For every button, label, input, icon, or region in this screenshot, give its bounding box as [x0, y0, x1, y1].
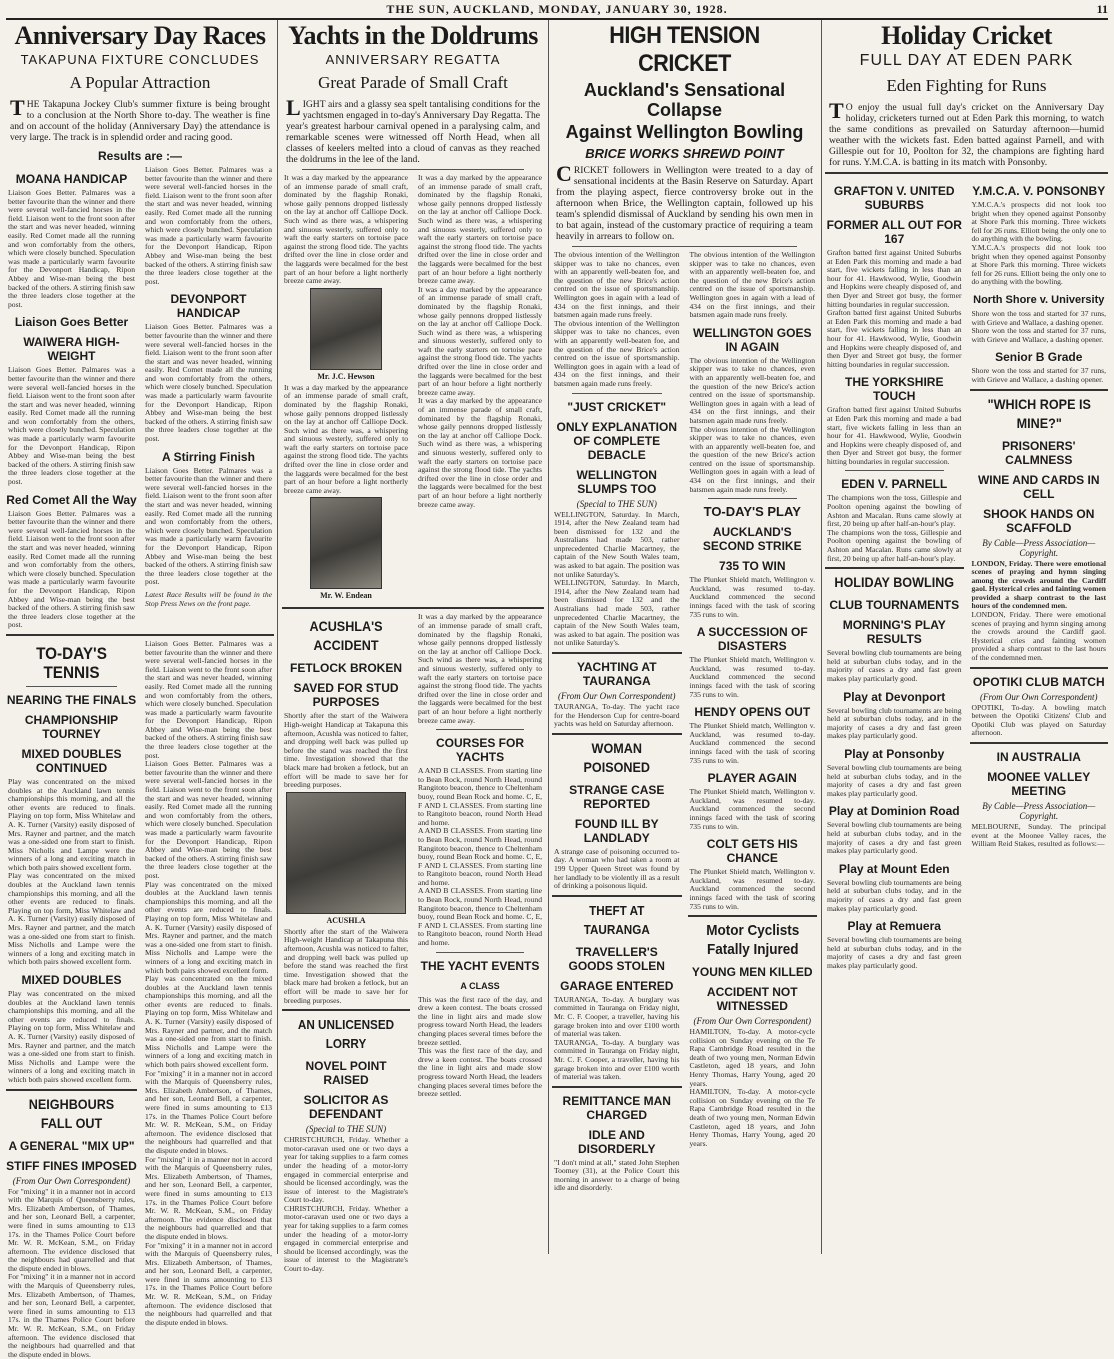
headline-yachting-tauranga: YACHTING AT TAURANGA — [576, 660, 657, 688]
play-body: The Plunket Shield match, Wellington v. Auckland, was resumed to-day. Auckland commenced the second innings faced with the task of scoring 735 runs to win. — [689, 575, 815, 619]
race-body: Liaison Goes Better. Palmares was a better favourite than the winner and there were several well-fancied horses in the field. Liaison went to the front soon after the start and was never headed, winning easily. Red Comet made all the running and won comfortably from the others, which were closely bunched. Speculation was made a particularly warm favourite for the Devonport Handicap, Ripon Abbey and Wise-man being the best backed of the others. A stirring finish saw the three leaders close together at the post. — [8, 365, 135, 487]
holiday-cricket-body — [825, 178, 1108, 970]
grafton-head: GRAFTON V. UNITED SUBURBS — [833, 184, 955, 212]
race-title: DEVONPORT HANDICAP — [170, 292, 247, 321]
neighbours-credit: (From Our Own Correspondent) — [12, 1175, 131, 1186]
yorkshire-touch: THE YORKSHIRE TOUCH — [845, 375, 944, 404]
to-win: 735 TO WIN — [719, 559, 786, 574]
theft-sub: TRAVELLER'S GOODS STOLEN — [568, 944, 665, 973]
divider — [282, 607, 544, 609]
page-number: 11 — [1096, 1, 1108, 16]
yachts-body-text: It was a day marked by the appearance of an immense parade of small craft, dominated by the flagship Ronaki, whose gaily pennons dropped listlessly on the lay at anchor off Calliope Dock. Such wind as there was, a whispering and sinuous westerly, suffered only to waft the early starters on tortoise pace against the strong flood tide. The yachts drifted over the line in close order and the laggards were becalmed for the best part of an hour before a light northerly breeze came away. — [418, 284, 542, 397]
remittance-sub: IDLE AND DISORDERLY — [577, 1127, 656, 1156]
divider — [26, 686, 117, 687]
slumps-body: WELLINGTON, Saturday. In March, 1914, after the New Zealand team had been dismissed for 132 and the Australians had made 503, rather unprecedented Charlie Macartney, the captain of the New South Wales team, was asked to bat again. The position was not unlike Saturday's. — [554, 509, 680, 579]
yachts-body-text: It was a day marked by the appearance of an immense parade of small craft, dominated by the flagship Ronaki, whose gaily pennons dropped listlessly on the lay at anchor off Calliope Dock. Such wind as there was, a whispering and sinuous westerly, suffered only to waft the early starters on tortoise pace against the strong flood tide. The yachts drifted over the line in close order and the laggards were becalmed for the best part of an hour before a light northerly breeze came away. — [418, 396, 542, 509]
rope-credit: By Cable—Press Association—Copyright. — [982, 537, 1096, 558]
race-body: Liaison Goes Better. Palmares was a better favourite than the winner and there were several well-fancied horses in the field. Liaison went to the front soon after the start and was never headed, winning easily. Red Comet made all the running and won comfortably from the others, which were closely bunched. Speculation was made a particularly warm favourite for the Devonport Handicap, Ripon Abbey and Wise-man being the best backed of the others. A stirring finish saw the three leaders close together at the post. — [145, 465, 272, 587]
north-body: Shore won the toss and started for 37 runs, with Grieve and Wallace, a dashing opener. — [971, 326, 1106, 344]
divider — [302, 169, 524, 170]
headline-motor-cyclists: Motor Cyclists Fatally Injured — [705, 922, 799, 959]
lede-cricket: CRICKET followers in Wellington were treated to a day of sensational incidents at the Basin Reserve on Saturday. Apart from the playing aspect, fierce controversy broke out in the afternoon when Brice, the Wellington captain, followed up his team's splendid dismissal of Auckland by sending his own men in to bat again, instead of the customary practice of requiring a team heavily in arrears to follow on. — [556, 161, 813, 242]
grafton-body: Grafton batted first against United Suburbs at Eden Park this morning and made a bad start, five wickets falling in less than an hour for 41. Hawkwood, Wylie, Goodwin and Hopkins were cheaply disposed of, and then Dyer and Street got busy, the former hitting boundaries in regular succession. — [827, 405, 962, 466]
rope-sub3: SHOOK HANDS ON SCAFFOLD — [983, 506, 1095, 535]
acushla-body: Shortly after the start of the Waiwera High-weight Handicap at Takapuna this afternoon, Acushla was noticed to falter, and dropping well back was pulled up before the stand was reached the first time. Investigation showed that the black mare had broken a fetlock, but an effort will be made to save her for breeding purposes. — [284, 926, 408, 1005]
going-in-again: WELLINGTON GOES IN AGAIN — [693, 325, 812, 354]
play-body: The Plunket Shield match, Wellington v. Auckland, was resumed to-day. Auckland commenced the second innings faced with the task of scoring 735 runs to win. — [689, 721, 815, 765]
column-rule — [548, 20, 549, 1254]
remittance-body: "I don't mind at all," stated John Stephen Toomey (31), at the Police Court this morning in answer to a charge of being idle and disorderly. — [554, 1157, 680, 1193]
divider — [6, 634, 274, 636]
column-rule — [277, 20, 278, 1254]
lorry-credit: (Special to THE SUN) — [305, 1124, 387, 1135]
yachts-body-text: It was a day marked by the appearance of an immense parade of small craft, dominated by the flagship Ronaki, whose gaily pennons dropped listlessly on the lay at anchor off Calliope Dock. Such wind as there was, a whispering and sinuous westerly, suffered only to waft the early starters on tortoise pace against the strong flood tide. The yachts drifted over the line in close order and the laggards were becalmed for the best part of an hour before a light northerly breeze came away. — [284, 173, 408, 286]
headline-tennis: TO-DAY'S TENNIS — [36, 643, 107, 682]
subhead-cricket: BRICE WORKS SHREWD POINT — [585, 146, 784, 161]
eden-body: The champions won the toss, Gillespie and Poolton opening against the bowling of Ashton and Macalan. Runs came slowly at first, 20 being up after half-an-hour's play. — [827, 493, 962, 529]
portrait-photo — [310, 497, 382, 589]
player-again: PLAYER AGAIN — [707, 771, 797, 786]
cricket-body — [552, 251, 817, 1193]
bowling-body: Several bowling club tournaments are being held at suburban clubs today, and in the majority of cases a dry and fast green makes play particularly good. — [827, 705, 962, 741]
bowling-sub2: MORNING'S PLAY RESULTS — [842, 618, 946, 647]
race-subhead: Red Comet All the Way — [6, 492, 137, 507]
kicker-races: TAKAPUNA FIXTURE CONCLUDES — [20, 52, 260, 67]
headline-yacht-events: THE YACHT EVENTS — [420, 958, 540, 973]
headline-theft: THEFT AT TAURANGA — [583, 902, 650, 937]
yachts-lower — [282, 613, 544, 1273]
bowling-body: Several bowling club tournaments are being held at suburban clubs today, and in the majority of cases a dry and fast green makes play particularly good. — [827, 877, 962, 913]
race-body: Liaison Goes Better. Palmares was a better favourite than the winner and there were several well-fancied horses in the field. Liaison went to the front soon after the start and was never headed, winning easily. Red Comet made all the running and won comfortably from the others, which were closely bunched. Speculation was made a particularly warm favourite for the Devonport Handicap, Ripon Abbey and Wise-man being the best backed of the others. A stirring finish saw the three leaders close together at the post. — [145, 322, 272, 444]
column-cricket — [552, 20, 817, 1254]
race-results — [6, 166, 274, 630]
cricket-body-text: The obvious intention of the Wellington skipper was to take no chances, even with an apparently well-beaten foe, and the question of the new Brice's action centred on the issue of sportsmanship. Wellington goes in again with a lead of 434 on the first innings, and their batsmen again made runs freely. — [554, 318, 680, 388]
lorry-body: CHRISTCHURCH, Friday. Whether a motor-caravan used one or two days a year for taking supplies to a farm comes under the heading of a motor-lorry engaged in commercial enterprise and should be licensed accordingly, was the issue of interest to the Magistrate's Court to-day. — [284, 1135, 408, 1205]
photo-caption: Mr. W. Endean — [320, 591, 372, 601]
rope-sub2: WINE AND CARDS IN CELL — [977, 472, 1100, 501]
headline-courses: COURSES FOR YACHTS — [435, 736, 524, 765]
yachting-credit: (From Our Own Correspondent) — [557, 691, 676, 701]
divider — [6, 1089, 137, 1091]
motor-sub: YOUNG MEN KILLED — [691, 965, 813, 980]
australia-credit: By Cable—Press Association—Copyright. — [982, 801, 1096, 821]
divider — [552, 733, 682, 735]
divider — [970, 389, 1109, 391]
yachting-body: TAURANGA, To-day. The yacht race for the Henderson Cup for centre-board yachts was held on Saturday afternoon. — [554, 702, 680, 729]
neighbours-body: For "mixing" it in a manner not in accord with the Marquis of Queensberry rules, Mrs. Elizabeth Ambertson, of Thames, and her son, Leonard Bell, a carpenter, were fined in sums amounting to £13 17s. in the Thames Police Court before Mr. W. R. McKean, S.M., on Friday afternoon. The evidence disclosed that the neighbours had quarrelled and that the dispute ended in blows. — [8, 1272, 135, 1359]
play-body: The Plunket Shield match, Wellington v. Auckland, was resumed to-day. Auckland commenced the second innings faced with the task of scoring 735 runs to win. — [689, 867, 815, 911]
lorry-sub2: SOLICITOR AS DEFENDANT — [303, 1093, 389, 1122]
lede-holiday-cricket: TO enjoy the usual full day's cricket on the Anniversary Day holiday, cricketers turned out at Eden Park this morning, to watch the same conditions as prevailed on Saturday afternoon—humid weather with the wickets fast. Eden batted against Parnell, and with Gillespie out for 10, Poolton for 32, the champions are fighting hard for runs. Y.M.C.A. is batting in its match with Ponsonby. — [829, 98, 1104, 168]
neighbours-body: For "mixing" it in a manner not in accord with the Marquis of Queensberry rules, Mrs. Elizabeth Ambertson, of Thames, and her son, Leonard Bell, a carpenter, were fined in sums amounting to £13 17s. in the Thames Police Court before Mr. W. R. McKean, S.M., on Friday afternoon. The evidence disclosed that the neighbours had quarrelled and that the dispute ended in blows. — [145, 1068, 272, 1155]
play-dominion-road: Play at Dominion Road — [828, 804, 960, 819]
lower-section — [6, 640, 274, 1359]
senior-b: Senior B Grade — [995, 350, 1083, 365]
slumps-body: WELLINGTON, Saturday. In March, 1914, after the New Zealand team had been dismissed for 132 and the Australians had made 503, rather unprecedented Charlie Macartney, the captain of the New South Wales team, was asked to bat again. The position was not unlike Saturday's. — [554, 578, 680, 648]
acushla-sub2: SAVED FOR STUD PURPOSES — [293, 681, 399, 710]
colt-chance: COLT GETS HIS CHANCE — [706, 837, 798, 866]
second-strike: AUCKLAND'S SECOND STRIKE — [702, 525, 802, 554]
photo-caption: Mr. J.C. Hewson — [317, 371, 375, 381]
kicker-holiday-cricket: FULL DAY AT EDEN PARK — [859, 52, 1074, 69]
bowling-sub: CLUB TOURNAMENTS — [829, 598, 960, 613]
headline-lorry: AN UNLICENSED LORRY — [297, 1017, 395, 1052]
neighbours-body: For "mixing" it in a manner not in accord with the Marquis of Queensberry rules, Mrs. Elizabeth Ambertson, of Thames, and her son, Leonard Bell, a carpenter, were fined in sums amounting to £13 17s. in the Thames Police Court before Mr. W. R. McKean, S.M., on Friday afternoon. The evidence disclosed that the neighbours had quarrelled and that the dispute ended in blows. — [8, 1186, 135, 1273]
yachts-body-text: It was a day marked by the appearance of an immense parade of small craft, dominated by the flagship Ronaki, whose gaily pennons dropped listlessly on the lay at anchor off Calliope Dock. Such wind as there was, a whispering and sinuous westerly, suffered only to waft the early starters on tortoise pace against the strong flood tide. The yachts drifted over the line in close order and the laggards were becalmed for the best part of an hour before a light northerly breeze came away. — [418, 173, 542, 286]
disasters: A SUCCESSION OF DISASTERS — [696, 625, 808, 654]
neighbours-body: For "mixing" it in a manner not in accord with the Marquis of Queensberry rules, Mrs. Elizabeth Ambertson, of Thames, and her son, Leonard Bell, a carpenter, were fined in sums amounting to £13 17s. in the Thames Police Court before Mr. W. R. McKean, S.M., on Friday afternoon. The evidence disclosed that the neighbours had quarrelled and that the dispute ended in blows. — [145, 1240, 272, 1327]
theft-sub2: GARAGE ENTERED — [560, 978, 674, 993]
courses-body: A AND B CLASSES. From starting line to Bean Rock, round North Head, round Rangitoto beacon, thence to Cheltenham buoy, round Bean Rock and home. C, E, F AND L CLASSES. From starting line to Rangitoto beacon, round North Head and home. — [418, 886, 542, 948]
divider — [970, 742, 1109, 744]
courses-body: A AND B CLASSES. From starting line to Bean Rock, round North Head, round Rangitoto beacon, thence to Cheltenham buoy, round Bean Rock and home. C, E, F AND L CLASSES. From starting line to Rangitoto beacon, round North Head and home. — [418, 826, 542, 887]
divider — [825, 172, 1108, 174]
headline-australia: IN AUSTRALIA — [996, 750, 1081, 764]
masthead-dateline: THE SUN, AUCKLAND, MONDAY, JANUARY 30, 1928. — [386, 1, 728, 16]
woman-sub2: FOUND ILL BY LANDLADY — [574, 816, 659, 845]
race-body: Liaison Goes Better. Palmares was a better favourite than the winner and there were several well-fancied horses in the field. Liaison went to the front soon after the start and was never headed, winning easily. Red Comet made all the running and won comfortably from the others, which were closely bunched. Speculation was made a particularly warm favourite for the Devonport Handicap, Ripon Abbey and Wise-man being the best backed of the others. A stirring finish saw the three leaders close together at the post. — [145, 759, 272, 880]
hendy: HENDY OPENS OUT — [694, 705, 811, 720]
divider — [708, 498, 798, 499]
yachts-body-text: It was a day marked by the appearance of an immense parade of small craft, dominated by the flagship Ronaki, whose gaily pennons dropped listlessly on the lay at anchor off Calliope Dock. Such wind as there was, a whispering and sinuous westerly, suffered only to waft the early starters on tortoise pace against the strong flood tide. The yachts drifted over the line in close order and the laggards were becalmed for the best part of an hour before a light northerly breeze came away. — [284, 382, 408, 495]
bowling-body: Several bowling club tournaments are being held at suburban clubs today, and in the majority of cases a dry and fast green makes play particularly good. — [827, 935, 962, 970]
opotiki-credit: (From Our Own Correspondent) — [979, 691, 1098, 702]
yachts-body-text: It was a day marked by the appearance of an immense parade of small craft, dominated by the flagship Ronaki, whose gaily pennons dropped listlessly on the lay at anchor off Calliope Dock. Such wind as there was, a whispering and sinuous westerly, suffered only to waft the early starters on tortoise pace against the strong flood tide. The yachts drifted over the line in close order and the laggards were becalmed for the best part of an hour before a light northerly breeze came away. — [418, 612, 542, 725]
grafton-body: Grafton batted first against United Suburbs at Eden Park this morning and made a bad start, five wickets falling in less than an hour for 41. Hawkwood, Wylie, Goodwin and Hopkins were cheaply disposed of, and then Dyer and Street got busy, the former hitting boundaries in regular succession. — [827, 248, 962, 309]
divider — [688, 915, 818, 917]
race-body: Liaison Goes Better. Palmares was a better favourite than the winner and there were several well-fancied horses in the field. Liaison went to the front soon after the start and was never headed, winning easily. Red Comet made all the running and won comfortably from the others, which were closely bunched. Speculation was made a particularly warm favourite for the Devonport Handicap, Ripon Abbey and Wise-man being the best backed of the others. A stirring finish saw the three leaders close together at the post. — [8, 508, 135, 630]
tennis-sub: NEARING THE FINALS — [6, 692, 137, 707]
north-shore-head: North Shore v. University — [973, 293, 1105, 306]
neighbours-sub2: STIFF FINES IMPOSED — [6, 1158, 137, 1173]
play-remuera: Play at Remuera — [847, 919, 941, 934]
north-body: Shore won the toss and started for 37 runs, with Grieve and Wallace, a dashing opener. — [971, 308, 1106, 327]
headline-neighbours: NEIGHBOURS FALL OUT — [28, 1095, 115, 1131]
motor-sub2: ACCIDENT NOT WITNESSED — [706, 985, 798, 1014]
slumps-head: WELLINGTON SLUMPS TOO — [576, 467, 657, 496]
race-body: Liaison Goes Better. Palmares was a better favourite than the winner and there were several well-fancied horses in the field. Liaison went to the front soon after the start and was never headed, winning easily. Red Comet made all the running and won comfortably from the others, which were closely bunched. Speculation was made a particularly warm favourite for the Devonport Handicap, Ripon Abbey and Wise-man being the best backed of the others. A stirring finish saw the three leaders close together at the post. — [145, 638, 272, 760]
play-body: The Plunket Shield match, Wellington v. Auckland, was resumed to-day. Auckland commenced the second innings faced with the task of scoring 735 runs to win. — [689, 655, 815, 699]
photo-caption: ACUSHLA — [326, 915, 366, 925]
woman-sub: STRANGE CASE REPORTED — [569, 782, 665, 811]
headline-holiday-cricket: Holiday Cricket — [881, 21, 1052, 50]
courses-body: A AND B CLASSES. From starting line to Bean Rock, round North Head, round Rangitoto beacon, thence to Cheltenham buoy, round Bean Rock and home. C, E, F AND L CLASSES. From starting line to Rangitoto beacon, round North Head and home. — [418, 766, 542, 827]
rope-sub: PRISONERS' CALMNESS — [1001, 438, 1076, 467]
opotiki-body: OPOTIKI, To-day. A bowling match between the Opotiki Citizens' Club and Opotiki Club was played on Saturday afternoon. — [971, 702, 1106, 738]
yacht-class: A CLASS — [460, 980, 500, 991]
theft-body: TAURANGA, To-day. A burglary was committed in Tauranga on Friday night, Mr. C. F. Cooper, a traveller, having his garage broken into and over £100 worth of material was taken. — [554, 994, 680, 1039]
race-subhead: A Stirring Finish — [162, 449, 255, 464]
column-holiday-cricket — [825, 20, 1108, 1254]
tennis-sub3: MIXED DOUBLES CONTINUED — [21, 746, 122, 775]
kicker-yachts: ANNIVERSARY REGATTA — [325, 52, 501, 67]
slumps-credit: (Special to THE SUN) — [576, 498, 657, 509]
divider — [970, 667, 1109, 669]
headline-remittance: REMITTANCE MAN CHARGED — [562, 1093, 671, 1122]
subhead-holiday-cricket: Eden Fighting for Runs — [886, 76, 1047, 95]
lorry-sub: NOVEL POINT RAISED — [305, 1059, 387, 1088]
headline-woman-poisoned: WOMAN POISONED — [583, 739, 651, 775]
race-body: Liaison Goes Better. Palmares was a better favourite than the winner and there were several well-fancied horses in the field. Liaison went to the front soon after the start and was never headed, winning easily. Red Comet made all the running and won comfortably from the others, which were closely bunched. Speculation was made a particularly warm favourite for the Devonport Handicap, Ripon Abbey and Wise-man being the best backed of the others. A stirring finish saw the three leaders close together at the post. — [145, 165, 272, 286]
divider — [572, 393, 662, 394]
eden-parnell: EDEN V. PARNELL — [841, 477, 948, 492]
headline-rope: "WHICH ROPE IS MINE?" — [987, 395, 1091, 431]
woman-body: A strange case of poisoning occurred to-day. A woman who had taken a room at 199 Upper Queen Street was found by her landlady to be violently ill as a result of drinking a poisonous liquid. — [554, 846, 680, 891]
yachts-body — [282, 174, 544, 603]
play-ponsonby: Play at Ponsonby — [844, 746, 945, 761]
lorry-body: CHRISTCHURCH, Friday. Whether a motor-caravan used one or two days a year for taking supplies to a farm comes under the heading of a motor-lorry engaged in commercial enterprise and should be licensed accordingly, was the issue of interest to the Magistrate's Court to-day. — [284, 1203, 408, 1274]
motor-body: HAMILTON, To-day. A motor-cycle collision on Sunday evening on the Te Rapa Cambridge Road resulted in the death of two young men, Norman Edwin Castleton, aged 18 years, and John Henry Thomas, Harry Young, aged 20 years. — [689, 1027, 815, 1088]
australia-body: MELBOURNE, Sunday. The principal event at the Moonee Valley races, the William Reid Stakes, resulted as follows:— — [971, 822, 1106, 849]
cricket-body-text: The obvious intention of the Wellington skipper was to take no chances, even with an apparently well-beaten foe, and the question of the new Brice's action centred on the issue of sportsmanship. Wellington goes in again with a lead of 434 on the first innings, and their batsmen again made runs freely. — [554, 250, 680, 320]
headline-opotiki: OPOTIKI CLUB MATCH — [972, 674, 1105, 689]
headline-bowling: HOLIDAY BOWLING — [834, 574, 955, 591]
neighbours-body: For "mixing" it in a manner not in accord with the Marquis of Queensberry rules, Mrs. Elizabeth Ambertson, of Thames, and her son, Leonard Bell, a carpenter, were fined in sums amounting to £13 17s. in the Thames Police Court before Mr. W. R. McKean, S.M., on Friday afternoon. The evidence disclosed that the neighbours had quarrelled and that the dispute ended in blows. — [145, 1154, 272, 1241]
kicker-cricket-2: Against Wellington Bowling — [565, 122, 804, 142]
headline-yachts: Yachts in the Doldrums — [288, 21, 538, 50]
tennis-body: Play was concentrated on the mixed doubles at the Auckland lawn tennis championships this morning, and all the other events are reduced to finals. Playing on top form, Miss Whitelaw and A. K. Turner (Varsity) easily disposed of Mrs. Rayner and partner, and the match was a one-sided one from start to finish. Miss Nicholls and Lampe were the winners of a long and exciting match in which both pairs showed excellent form. — [145, 879, 272, 975]
race-title: WAIWERA HIGH-WEIGHT — [23, 335, 120, 364]
neighbours-sub: A GENERAL "MIX UP" — [8, 1138, 135, 1153]
todays-play: TO-DAY'S PLAY — [703, 504, 801, 520]
headline-acushla: ACUSHLA'S ACCIDENT — [309, 618, 383, 654]
race-body: Liaison Goes Better. Palmares was a better favourite than the winner and there were several well-fancied horses in the field. Liaison went to the front soon after the start and was never headed, winning easily. Red Comet made all the running and won comfortably from the others, which were closely bunched. Speculation was made a particularly warm favourite for the Devonport Handicap, Ripon Abbey and Wise-man being the best backed of the others. A stirring finish saw the three leaders close together at the post. — [8, 188, 135, 309]
divider — [552, 895, 682, 897]
divider — [436, 729, 524, 730]
race-subhead: Liaison Goes Better — [14, 315, 129, 330]
play-mount-eden: Play at Mount Eden — [838, 861, 950, 876]
rope-body: LONDON, Friday. There were emotional scenes of praying and hymn singing among the crowds around the Cardiff gaol. Hysterical cries and fainting women provided a sharp contrast to the last hours of the condemned men. — [971, 558, 1106, 611]
yacht-events-body: This was the first race of the day, and drew a keen contest. The boats crossed the line in light airs and made slow progress toward North Head, the leaders changing places several times before the breeze settled. — [418, 994, 542, 1047]
theft-body: TAURANGA, To-day. A burglary was committed in Tauranga on Friday night, Mr. C. F. Cooper, a traveller, having his garage broken into and over £100 worth of material was taken. — [554, 1037, 680, 1082]
bowling-body: Several bowling club tournaments are being held at suburban clubs today, and in the majority of cases a dry and fast green makes play particularly good. — [827, 648, 962, 683]
column-yachts — [282, 20, 544, 1274]
play-body: The Plunket Shield match, Wellington v. Auckland, was resumed to-day. Auckland commenced the second innings faced with the task of scoring 735 runs to win. — [689, 787, 815, 831]
cricket-body-text: The obvious intention of the Wellington skipper was to take no chances, even with an apparently well-beaten foe, and the question of the new Brice's action centred on the issue of sportsmanship. Wellington goes in again with a lead of 434 on the first innings, and their batsmen again made runs freely. — [689, 355, 815, 425]
rope-body: LONDON, Friday. There were emotional scenes of praying and hymn singing among the crowds around the Cardiff gaol. Hysterical cries and fainting women provided a sharp contrast to the last hours of the condemned men. — [971, 610, 1106, 663]
divider — [436, 952, 524, 953]
grafton-sub: FORMER ALL OUT FOR 167 — [826, 218, 962, 246]
ymca-body: Y.M.C.A.'s prospects did not look too bright when they opened against Ponsonby at Shore Park this morning. Three wickets fell for 26 runs. Elliott being the only one to do anything with the bowling. — [971, 200, 1106, 244]
lede-yachts: LIGHT airs and a glassy sea spelt tantalising conditions for the yachtsmen engaged in to-day's Anniversary Day Regatta. The year's greatest harbour carnival opened in a paralysing calm, and remarkable scenes were witnessed off North Head, when all classes of keelers melted into a cloud of canvas as they reached the doldrums in the lee of the land. — [286, 95, 540, 165]
subhead-races: A Popular Attraction — [69, 73, 211, 92]
latest-results-note: Latest Race Results will be found in the Stop Press News on the front page. — [145, 589, 272, 608]
race-title: MOANA HANDICAP — [15, 172, 128, 186]
divider — [845, 470, 944, 471]
acushla-body: Shortly after the start of the Waiwera High-weight Handicap at Takapuna this afternoon, Acushla was noticed to falter, and dropping well back was pulled up before the stand was reached the first time. Investigation showed that the black mare had broken a fetlock, but an effort will be made to save her for breeding purposes. — [284, 711, 408, 790]
bowling-body: Several bowling club tournaments are being held at suburban clubs today, and in the majority of cases a dry and fast green makes play particularly good. — [827, 762, 962, 798]
tennis-body: Play was concentrated on the mixed doubles at the Auckland lawn tennis championships this morning, and all the other events are reduced to finals. Playing on top form, Miss Whitelaw and A. K. Turner (Varsity) easily disposed of Mrs. Rayner and partner, and the match was a one-sided one from start to finish. Miss Nicholls and Lampe were the winners of a long and exciting match in which both pairs showed excellent form. — [8, 989, 135, 1084]
just-cricket-sub: ONLY EXPLANATION OF COMPLETE DEBACLE — [556, 419, 677, 462]
ymca-head: Y.M.C.A. V. PONSONBY — [972, 184, 1106, 198]
divider — [552, 652, 682, 654]
yacht-events-body: This was the first race of the day, and drew a keen contest. The boats crossed the line in light airs and made slow progress toward North Head, the leaders changing places several times before the breeze settled. — [418, 1046, 542, 1099]
subhead-yachts: Great Parade of Small Craft — [318, 73, 508, 92]
motor-body: HAMILTON, To-day. A motor-cycle collision on Sunday evening on the Te Rapa Cambridge Road resulted in the death of two young men, Norman Edwin Castleton, aged 18 years, and John Henry Thomas, Harry Young, aged 20 years. — [689, 1087, 815, 1148]
north-body: Shore won the toss and started for 37 runs, with Grieve and Wallace, a dashing opener. — [971, 366, 1106, 384]
cricket-body-text: The obvious intention of the Wellington skipper was to take no chances, even with an apparently well-beaten foe, and the question of the new Brice's action centred on the issue of sportsmanship. Wellington goes in again with a lead of 434 on the first innings, and their batsmen again made runs freely. — [689, 250, 815, 320]
australia-sub: MOONEE VALLEY MEETING — [987, 770, 1091, 798]
headline-cricket: HIGH TENSION CRICKET — [609, 22, 760, 77]
divider — [825, 567, 964, 569]
column-rule — [821, 20, 822, 1254]
divider — [572, 246, 797, 247]
motor-credit: (From Our Own Correspondent) — [693, 1016, 812, 1027]
portrait-photo — [310, 288, 382, 370]
eden-body: The champions won the toss, Gillespie and Poolton opening against the bowling of Ashton and Macalan. Runs came slowly at first, 20 being up after half-an-hour's play. — [827, 527, 962, 563]
ymca-body: Y.M.C.A.'s prospects did not look too bright when they opened against Ponsonby at Shore Park this morning. Three wickets fell for 26 runs. Elliott being the only one to do anything with the bowling. — [971, 242, 1106, 287]
tennis-sub2: CHAMPIONSHIP TOURNEY — [24, 712, 119, 741]
mixed-doubles: MIXED DOUBLES — [21, 973, 122, 987]
tennis-body: Play was concentrated on the mixed doubles at the Auckland lawn tennis championships this morning, and all the other events are reduced to finals. Playing on top form, Miss Whitelaw and A. K. Turner (Varsity) easily disposed of Mrs. Rayner and partner, and the match was a one-sided one from start to finish. Miss Nicholls and Lampe were the winners of a long and exciting match in which both pairs showed excellent form. — [145, 974, 272, 1070]
play-devonport: Play at Devonport — [843, 689, 946, 704]
bowling-body: Several bowling club tournaments are being held at suburban clubs today, and in the majority of cases a dry and fast green makes play particularly good. — [827, 820, 962, 856]
just-cricket: "JUST CRICKET" — [567, 399, 667, 414]
grafton-body: Grafton batted first against United Suburbs at Eden Park this morning and made a bad start, five wickets falling in less than an hour for 41. Hawkwood, Wylie, Goodwin and Hopkins were cheaply disposed of, and then Dyer and Street got busy, the former hitting boundaries in regular succession. — [827, 308, 962, 369]
masthead — [6, 0, 1108, 20]
horse-photo — [286, 792, 406, 914]
column-races — [6, 20, 274, 1359]
kicker-cricket: Auckland's Sensational Collapse — [583, 80, 786, 120]
results-intro: Results are :— — [97, 149, 183, 163]
divider — [552, 1086, 682, 1088]
cricket-body-text: The obvious intention of the Wellington skipper was to take no chances, even with an apparently well-beaten foe, and the question of the new Brice's action centred on the issue of sportsmanship. Wellington goes in again with a lead of 434 on the first innings, and their batsmen again made runs freely. — [689, 424, 815, 494]
divider — [282, 1009, 410, 1011]
lede-races: THE Takapuna Jockey Club's summer fixture is being brought to a conclusion at the North Shore to-day. The weather is fine and on account of the holiday (Anniversary Day) the attendance is very large. The track is in splendid order and racing good. — [10, 95, 270, 143]
headline-races: Anniversary Day Races — [14, 21, 266, 50]
tennis-body: Play was concentrated on the mixed doubles at the Auckland lawn tennis championships this morning, and all the other events are reduced to finals. Playing on top form, Miss Whitelaw and A. K. Turner (Varsity) easily disposed of Mrs. Rayner and partner, and the match was a one-sided one from start to finish. Miss Nicholls and Lampe were the winners of a long and exciting match in which both pairs showed excellent form. — [8, 871, 135, 967]
tennis-body: Play was concentrated on the mixed doubles at the Auckland lawn tennis championships this morning, and all the other events are reduced to finals. Playing on top form, Miss Whitelaw and A. K. Turner (Varsity) easily disposed of Mrs. Rayner and partner, and the match was a one-sided one from start to finish. Miss Nicholls and Lampe were the winners of a long and exciting match in which both pairs showed excellent form. — [8, 776, 135, 872]
acushla-sub: FETLOCK BROKEN — [290, 661, 402, 676]
